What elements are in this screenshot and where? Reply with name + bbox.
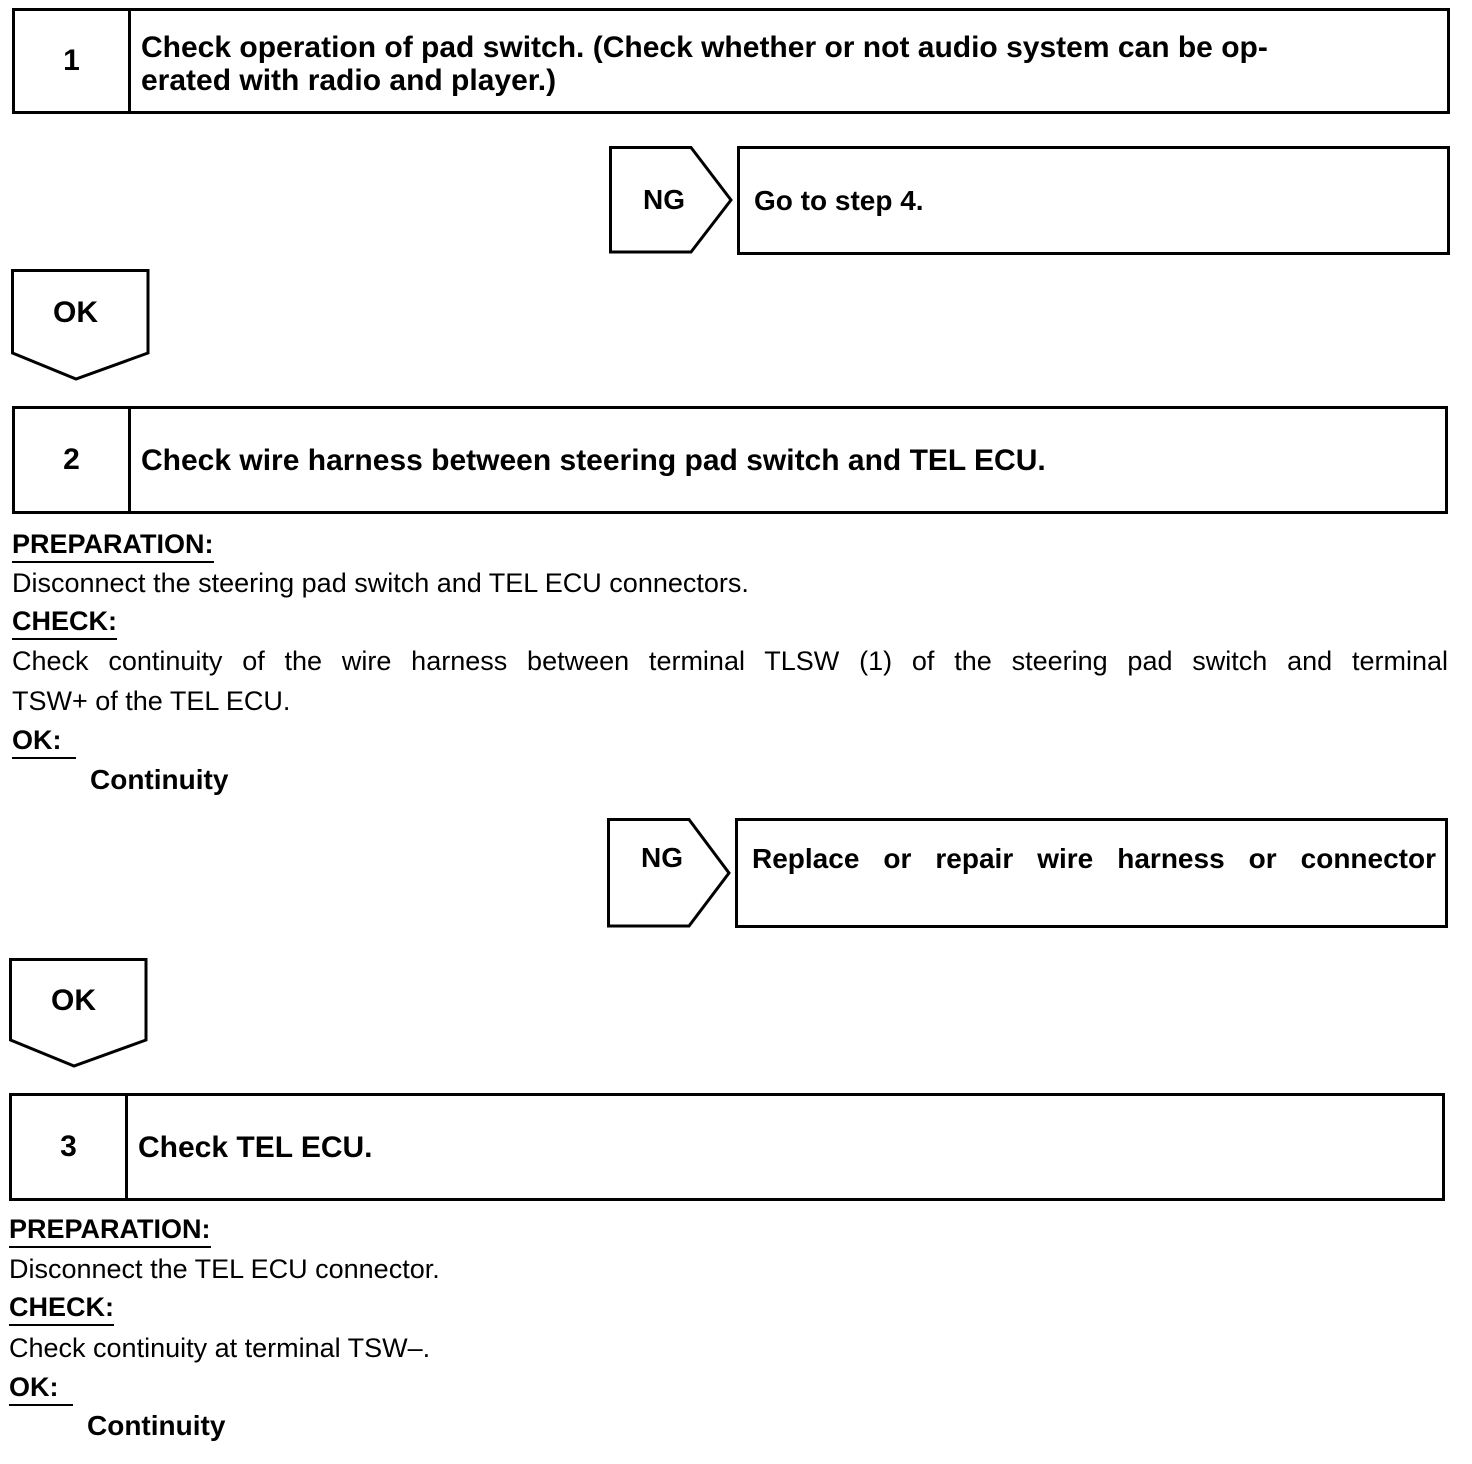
step-1-ng-result-text: Go to step 4. [754, 185, 924, 216]
step-1-box [12, 8, 1450, 114]
step-2-box [12, 406, 1448, 514]
step-2-ng-label: NG [641, 842, 683, 873]
step-3-ok-spec: Continuity [87, 1410, 226, 1441]
step-3-check-text: Check continuity at terminal TSW–. [9, 1333, 431, 1363]
step-2-ng-result-text: Replace or repair wire harness or connector [752, 843, 1436, 874]
step-3-box [9, 1093, 1445, 1201]
step-3-ok-heading: OK: [9, 1372, 73, 1406]
step-3-check-heading: CHECK: [9, 1292, 114, 1326]
step-2-ok-heading: OK: [12, 725, 76, 759]
step-2-ng-result-box [735, 818, 1448, 928]
step-1-ok-label: OK [53, 296, 98, 329]
step-2-preparation-text: Disconnect the steering pad switch and TEL ECU connectors. [12, 568, 749, 598]
step-2-number: 2 [15, 409, 131, 511]
step-2-ng-arrow [607, 818, 732, 930]
step-1-title [141, 31, 1427, 97]
step-3-preparation-text: Disconnect the TEL ECU connector. [9, 1254, 440, 1284]
step-2-preparation-heading: PREPARATION: [12, 529, 214, 563]
step-1-title-line1: Check operation of pad switch. (Check whether or not audio system can be op- [141, 31, 1268, 64]
step-2-check-text-line1: Check continuity of the wire harness between terminal TLSW (1) of the steering pad switch and terminal [12, 646, 1448, 676]
step-2-check-text-line2: TSW+ of the TEL ECU. [12, 686, 291, 716]
step-2-title: Check wire harness between steering pad switch and TEL ECU. [141, 444, 1046, 477]
step-3-title: Check TEL ECU. [138, 1131, 373, 1164]
step-2-ok-label: OK [51, 984, 96, 1017]
step-1-ng-result-box [737, 146, 1450, 255]
step-2-check-heading: CHECK: [12, 606, 117, 640]
step-1-number: 1 [15, 11, 131, 111]
step-3-preparation-heading: PREPARATION: [9, 1214, 211, 1248]
step-1-ng-label: NG [643, 184, 685, 215]
step-2-ok-spec: Continuity [90, 764, 229, 795]
step-1-title-line2: erated with radio and player.) [141, 64, 557, 97]
step-3-number: 3 [12, 1096, 128, 1198]
